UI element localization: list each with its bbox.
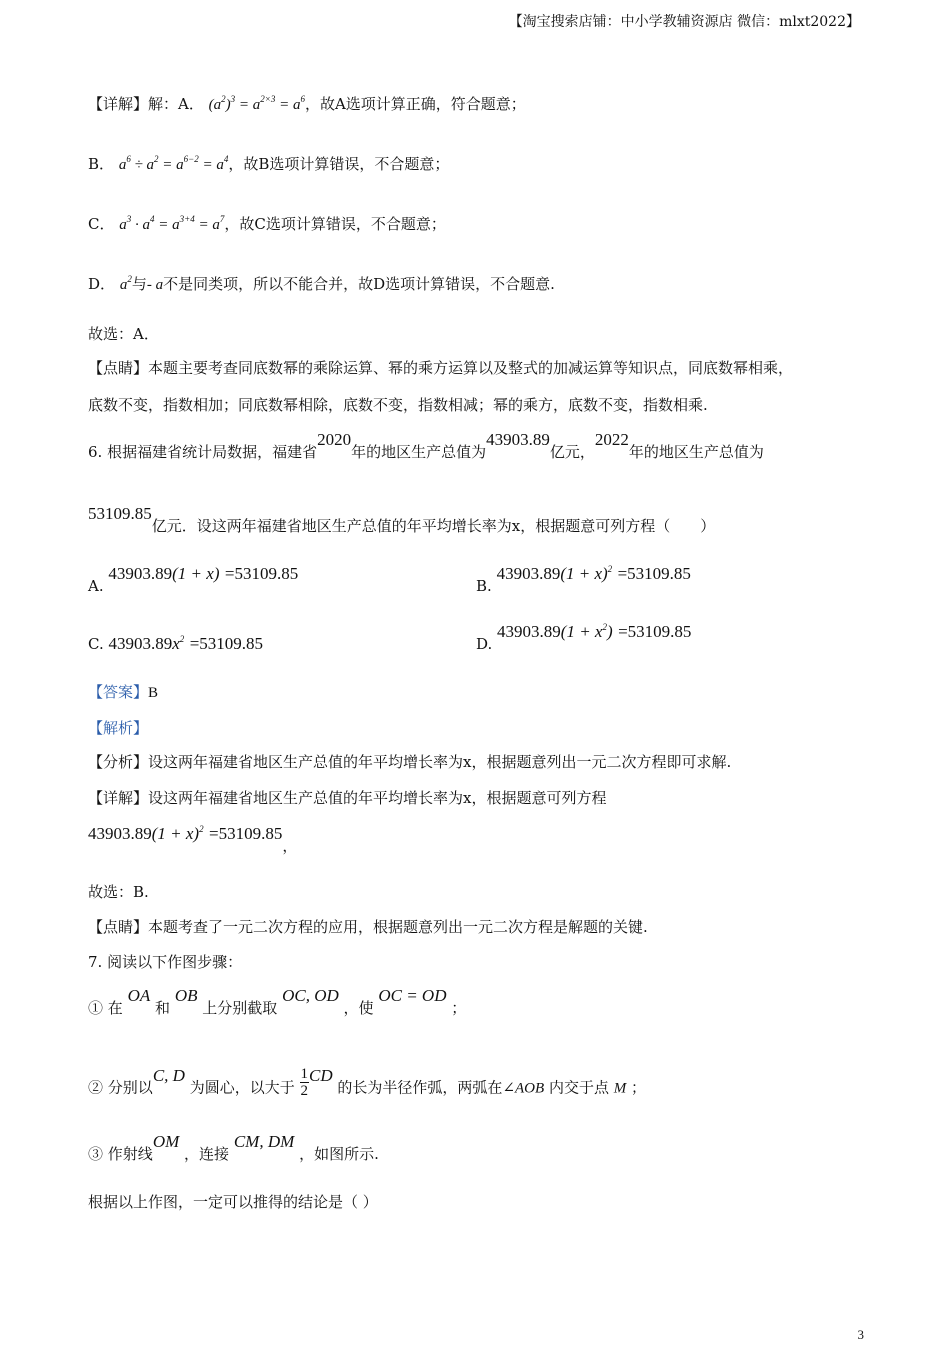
q5-line-c: C． $a^3 \cdot a^4 = a^{3+4} = a^7$，故C选项计算错误，不合题意； bbox=[88, 214, 446, 233]
detail-label: 【详解】 bbox=[88, 95, 149, 113]
q6-analysis-label: 【解析】 bbox=[88, 719, 149, 737]
q7-conclusion: 根据以上作图，一定可以推得的结论是（ ） bbox=[88, 1193, 378, 1211]
angle-aob: ∠AOB bbox=[502, 1080, 545, 1097]
page-number: 3 bbox=[857, 1327, 864, 1342]
q6-equation: $43903.89(1 + x)^2 =53109.85$， bbox=[88, 824, 298, 855]
q5-tip-line2: 底数不变，指数相加；同底数幂相除，底数不变，指数相减；幂的乘方，底数不变，指数相乘. bbox=[88, 396, 708, 414]
q6-option-a: A. 43903.89(1 + x) =53109.85 bbox=[88, 564, 299, 595]
fraction-half: $\frac{1}{2}$ bbox=[300, 1066, 309, 1099]
option-a-expr: (1 + x) bbox=[172, 564, 220, 583]
q6-fenxi: 【分析】设这两年福建省地区生产总值的年平均增长率为x，根据题意列出一元二次方程即可求解. bbox=[88, 753, 732, 771]
q6-tip: 【点睛】本题考查了一元二次方程的应用，根据题意列出一元二次方程是解题的关键. bbox=[88, 918, 648, 936]
formula-a: $(a^2)^3 = a^{2\times 3} = a^6$ bbox=[208, 94, 305, 113]
page-header: 【淘宝搜索店铺：中小学教辅资源店 微信：mlxt2022】 bbox=[508, 14, 860, 30]
year-2020: 2020 bbox=[317, 430, 352, 449]
q6-option-b: B. $43903.89(1 + x)^2 =53109.85$ bbox=[476, 564, 691, 595]
answer-value: B bbox=[148, 685, 159, 701]
formula-d2: - a bbox=[146, 277, 164, 293]
value-2022: 53109.85 bbox=[88, 504, 152, 523]
q7-step-1: ① 在 OA 和 OB 上分别截取 OC, OD ，使 OC = OD ； bbox=[88, 986, 467, 1017]
option-c-expr: $x^2$ bbox=[172, 634, 185, 653]
q5-line-b: B． $a^6 \div a^2 = a^{6-2} = a^4$，故B选项计算错误，不合题意； bbox=[88, 154, 450, 173]
year-2022: 2022 bbox=[594, 430, 629, 449]
q6-answer bbox=[88, 682, 158, 703]
formula-c: $a^3 \cdot a^4 = a^{3+4} = a^7$ bbox=[119, 214, 225, 233]
equation-expr: $(1 + x)^2$ bbox=[151, 824, 204, 843]
answer-label: 【答案】 bbox=[88, 683, 149, 701]
q7-step-2: ② 分别以C, D 为圆心，以大于 $\frac{1}{2}$ CD 的长为半径作弧，两弧在∠AOB 内交于点 M ； bbox=[88, 1065, 647, 1099]
q6-stem-line2: 53109.85亿元．设这两年福建省地区生产总值的年平均增长率为x，根据题意可列方程（ ） bbox=[88, 504, 716, 535]
q7-step-3: ③ 作射线OM ，连接 CM, DM ，如图所示. bbox=[88, 1132, 379, 1163]
q6-choose: 故选：B. bbox=[88, 883, 149, 901]
q6-option-d: D. $43903.89(1 + x^2) =53109.85$ bbox=[476, 622, 692, 653]
formula-b: $a^6 \div a^2 = a^{6-2} = a^4$ bbox=[118, 154, 229, 173]
q5-line-d: D． $a^2$与- a不是同类项，所以不能合并，故D选项计算错误，不合题意. bbox=[88, 274, 555, 293]
option-b-expr: $(1 + x)^2$ bbox=[560, 564, 613, 583]
q5-tip-line1: 【点睛】本题主要考查同底数幂的乘除运算、幂的乘方运算以及整式的加减运算等知识点，同底数幂相乘， bbox=[88, 359, 794, 377]
formula-d1: $a^2$ bbox=[119, 274, 132, 293]
q6-option-c: C. $43903.89x^2 =53109.85$ bbox=[88, 634, 264, 653]
q5-choose: 故选：A． bbox=[88, 325, 159, 343]
value-2020: 43903.89 bbox=[486, 430, 550, 449]
q7-lead: 7. 阅读以下作图步骤： bbox=[88, 953, 243, 971]
option-d-expr: $(1 + x^2)$ bbox=[560, 622, 613, 641]
q6-stem-line1: 6. 根据福建省统计局数据，福建省2020年的地区生产总值为43903.89亿元，2022年的地区生产总值为 bbox=[88, 430, 764, 461]
q5-line-a: 【详解】解：A． $(a^2)^3 = a^{2\times 3} = a^6$，故A选项计算正确，符合题意； bbox=[88, 94, 526, 113]
q6-xiangjie: 【详解】设这两年福建省地区生产总值的年平均增长率为x，根据题意可列方程 bbox=[88, 789, 607, 807]
tip-label: 【点睛】 bbox=[88, 359, 149, 377]
